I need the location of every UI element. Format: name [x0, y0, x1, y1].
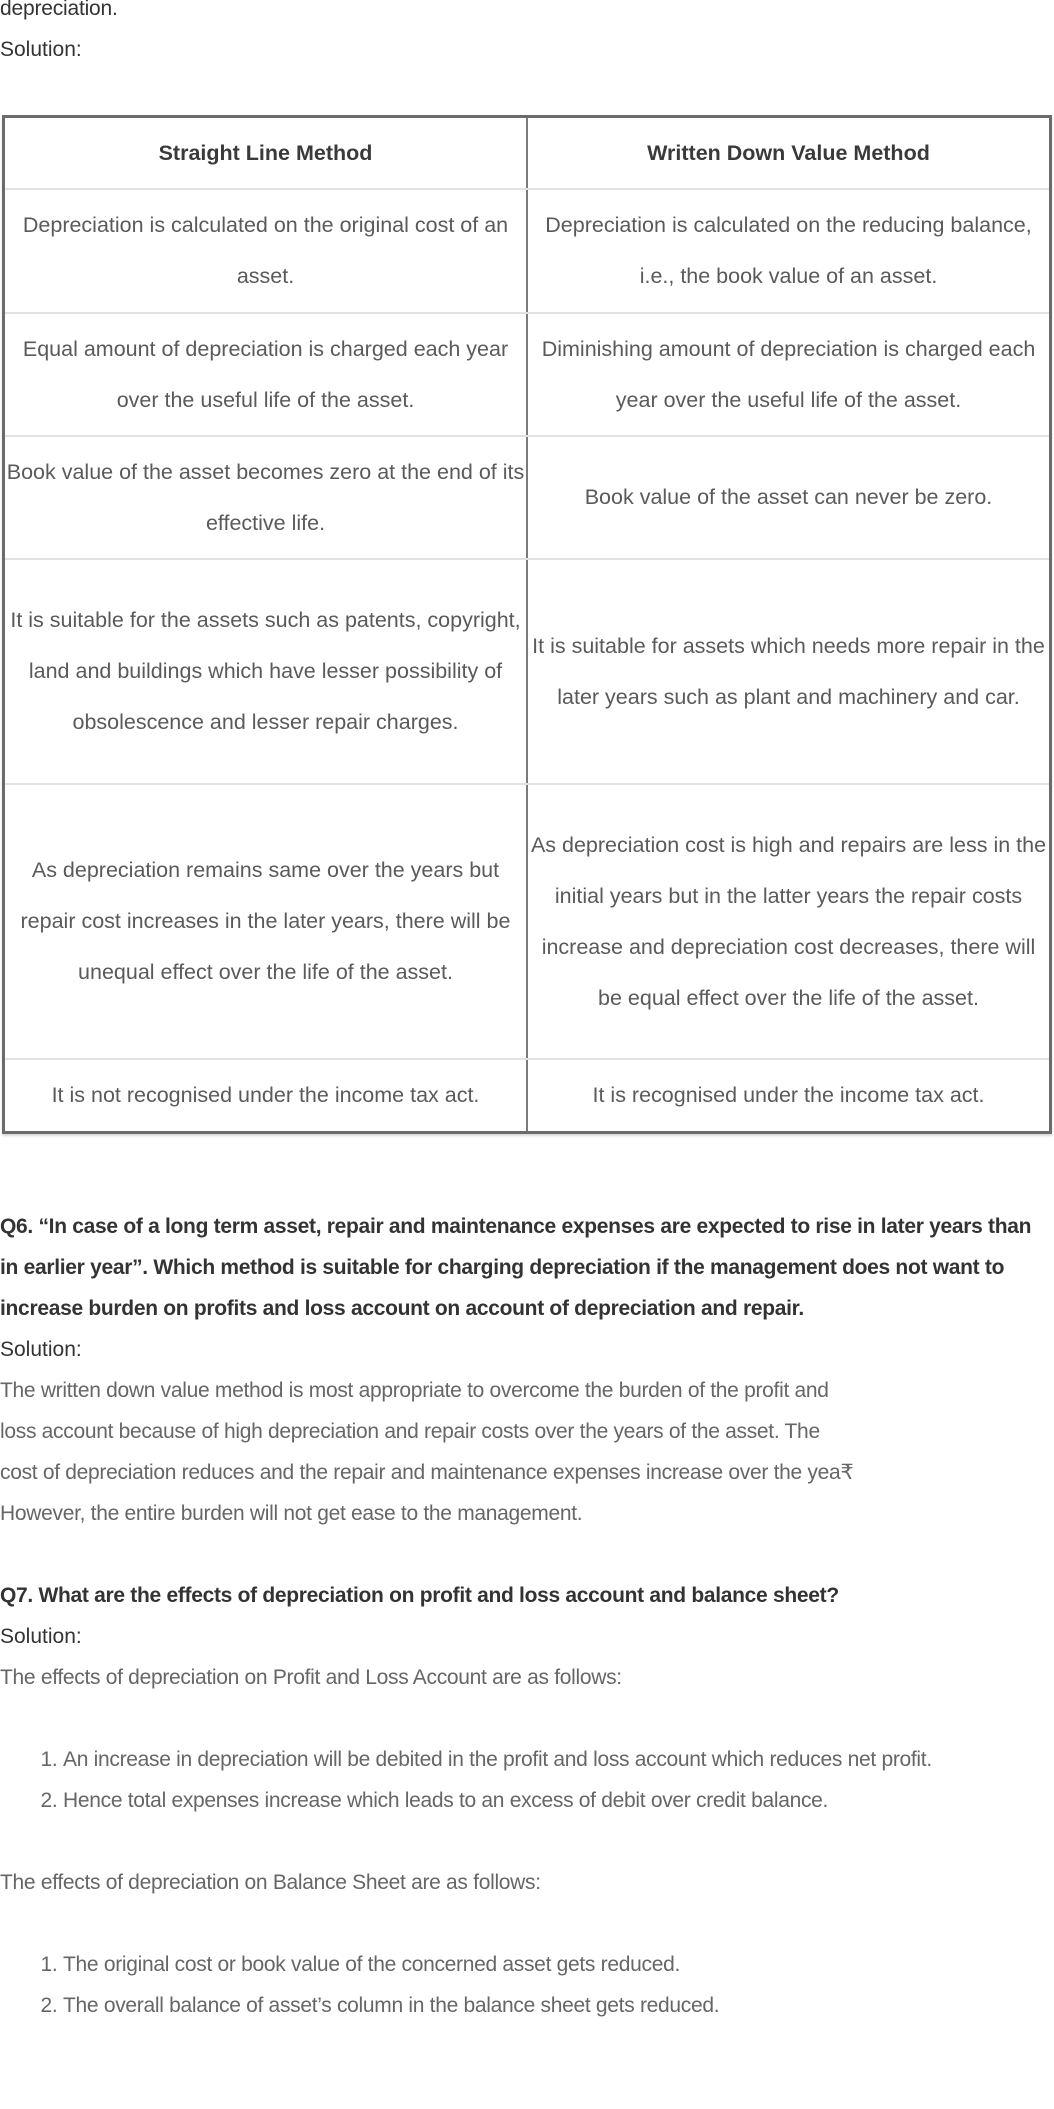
- table-cell: Equal amount of depreciation is charged each year over the useful life of the asset.: [4, 313, 528, 436]
- table-row: [4, 313, 1051, 436]
- table-cell: Depreciation is calculated on the reducing balance, i.e., the book value of an asset.: [527, 189, 1051, 313]
- comparison-table: [2, 115, 1052, 1134]
- table-row: [4, 436, 1051, 559]
- solution-label: Solution:: [0, 38, 82, 61]
- spacer: [0, 1698, 1054, 1739]
- list-item: 1. The original cost or book value of the concerned asset gets reduced.: [63, 1944, 1054, 1985]
- question-tail-text: depreciation.: [0, 0, 118, 20]
- table-row: [4, 1059, 1051, 1132]
- list-item: 2. Hence total expenses increase which leads to an excess of debit over credit balance.: [63, 1780, 1054, 1821]
- q6-answer-line: loss account because of high depreciation and repair costs over the years of the asset. The: [0, 1420, 820, 1443]
- header-straight-line: Straight Line Method: [4, 117, 528, 190]
- table-row: [4, 189, 1051, 313]
- q7-question: Q7. What are the effects of depreciation on profit and loss account and balance sheet?: [0, 1584, 839, 1607]
- spacer: [0, 1903, 1054, 1944]
- header-written-down-value: Written Down Value Method: [527, 117, 1051, 190]
- q6-answer-line: However, the entire burden will not get ease to the management.: [0, 1502, 583, 1525]
- table-cell: It is not recognised under the income tax act.: [4, 1059, 528, 1132]
- bs-effects-list: [0, 1944, 1054, 2026]
- bs-effects-intro: The effects of depreciation on Balance Sheet are as follows:: [0, 1871, 541, 1894]
- table-cell: As depreciation remains same over the years but repair cost increases in the later years, there will be unequal effect over the life of the asset.: [4, 784, 528, 1059]
- table-cell: It is suitable for assets which needs more repair in the later years such as plant and machinery and car.: [527, 559, 1051, 784]
- table-cell: Book value of the asset becomes zero at the end of its effective life.: [4, 436, 528, 559]
- table-cell: As depreciation cost is high and repairs are less in the initial years but in the latter years the repair costs increase and depreciation cost decreases, there will be equal effect over the life of the asset.: [527, 784, 1051, 1059]
- table-row: [4, 559, 1051, 784]
- table-cell: It is suitable for the assets such as patents, copyright, land and buildings which have lesser possibility of obsolescence and lesser repair charges.: [4, 559, 528, 784]
- pl-effects-intro: The effects of depreciation on Profit and Loss Account are as follows:: [0, 1666, 622, 1689]
- list-item: 1. An increase in depreciation will be debited in the profit and loss account which reduces net profit.: [63, 1739, 1054, 1780]
- table-cell: Diminishing amount of depreciation is charged each year over the useful life of the asset.: [527, 313, 1051, 436]
- spacer: [0, 1821, 1054, 1862]
- q6-solution-label: Solution:: [0, 1338, 82, 1361]
- table-cell: Book value of the asset can never be zero.: [527, 436, 1051, 559]
- q6-answer-line: cost of depreciation reduces and the repair and maintenance expenses increase over the yea₹: [0, 1461, 854, 1484]
- spacer: [0, 1534, 1054, 1575]
- questions-section: [0, 1206, 1054, 2026]
- table-header-row: [4, 117, 1051, 190]
- table-cell: It is recognised under the income tax act.: [592, 1082, 985, 1107]
- q6-question: Q6. “In case of a long term asset, repair and maintenance expenses are expected to rise in later years than in earlier year”. Which method is suitable for charging depreciation if the management does not want to increase burden on profits and loss account on account of depreciation and repair.: [0, 1215, 1032, 1320]
- table-row: [4, 784, 1051, 1059]
- q6-answer-line: The written down value method is most appropriate to overcome the burden of the profit and: [0, 1379, 829, 1402]
- pl-effects-list: [0, 1739, 1054, 1821]
- table-cell: Depreciation is calculated on the original cost of an asset.: [4, 189, 528, 313]
- list-item: 2. The overall balance of asset’s column in the balance sheet gets reduced.: [63, 1985, 1054, 2026]
- q7-solution-label: Solution:: [0, 1625, 82, 1648]
